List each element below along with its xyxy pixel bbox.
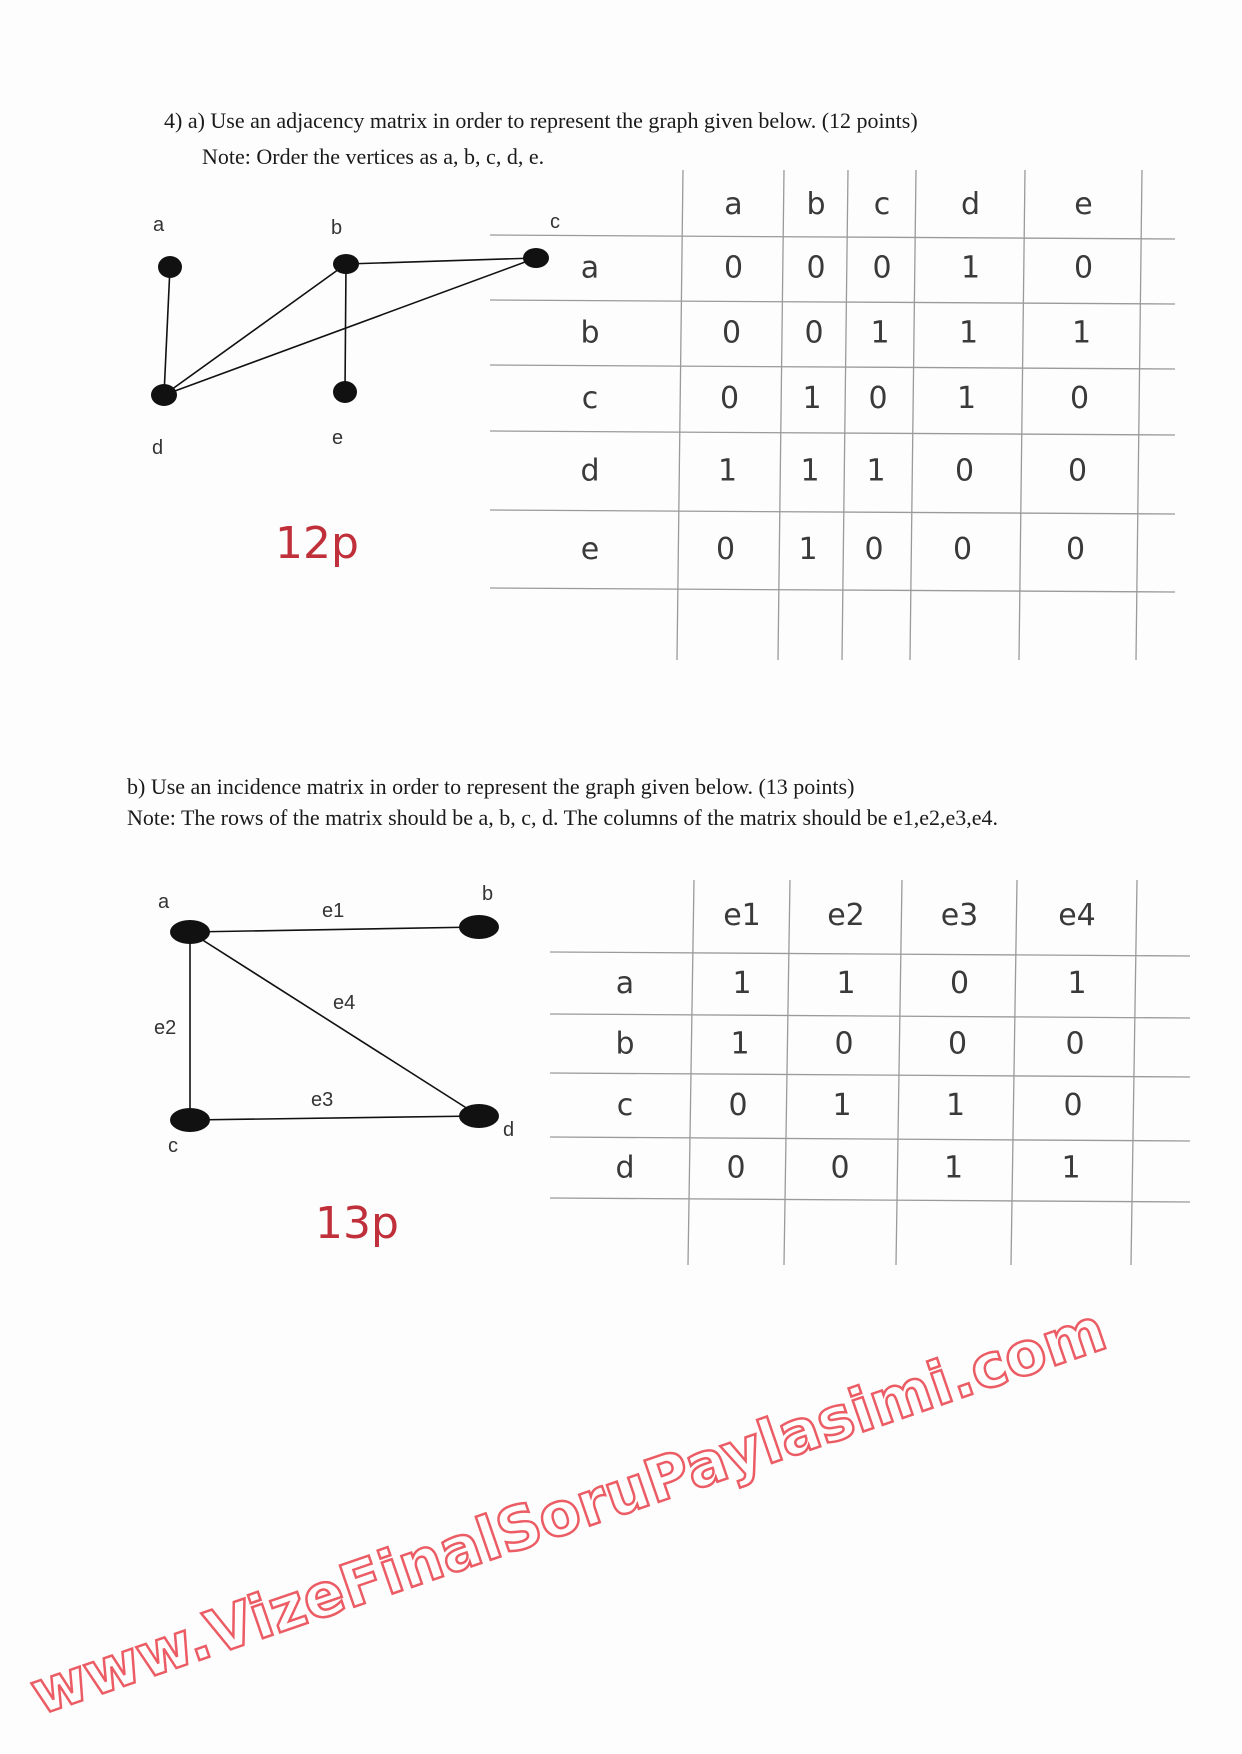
grid-hline bbox=[490, 300, 1175, 304]
edge-c-d bbox=[164, 258, 536, 395]
vertex-label-e: e bbox=[332, 427, 344, 449]
matrix-cell: 1 bbox=[960, 250, 981, 286]
column-header: e bbox=[1074, 187, 1093, 222]
grid-vline bbox=[1131, 880, 1137, 1265]
vertex-label-d: d bbox=[152, 437, 164, 459]
matrix-cell: 0 bbox=[1063, 1088, 1083, 1123]
vertex-e bbox=[333, 381, 357, 403]
matrix-cell: 1 bbox=[1067, 966, 1087, 1001]
matrix-cell: 1 bbox=[802, 381, 822, 416]
edge-a-d bbox=[164, 267, 170, 395]
grid-hline bbox=[550, 1137, 1190, 1141]
matrix-cell: 0 bbox=[804, 315, 824, 351]
graph-b bbox=[154, 883, 514, 1157]
edge-e3 bbox=[190, 1116, 479, 1120]
vertex-label-c: c bbox=[550, 211, 560, 233]
watermark: www.VizeFinalSoruPaylasimi.com bbox=[22, 1294, 1115, 1730]
vertex-d bbox=[459, 1104, 499, 1128]
grid-hline bbox=[550, 1073, 1190, 1077]
matrix-cell: 0 bbox=[1073, 250, 1094, 286]
matrix-cell: 0 bbox=[947, 1026, 968, 1062]
grid-hline bbox=[550, 952, 1190, 956]
matrix-cell: 1 bbox=[832, 1088, 852, 1123]
vertex-d bbox=[151, 384, 177, 406]
matrix-cell: 1 bbox=[798, 532, 818, 567]
matrix-cell: 1 bbox=[945, 1088, 966, 1123]
vertex-b bbox=[459, 915, 499, 939]
matrix-cell: 0 bbox=[723, 250, 744, 286]
question-4b-text: b) Use an incidence matrix in order to represent the graph given below. (13 points) bbox=[127, 774, 855, 799]
matrix-cell: 1 bbox=[800, 453, 820, 489]
matrix-cell: 1 bbox=[732, 966, 752, 1001]
matrix-cell: 0 bbox=[806, 250, 826, 286]
matrix-cell: 0 bbox=[719, 381, 740, 416]
grid-hline bbox=[490, 365, 1175, 369]
row-label: b bbox=[580, 315, 600, 351]
edge-label-e2: e2 bbox=[154, 1017, 177, 1039]
score-13p: 13p bbox=[315, 1198, 399, 1249]
row-label: d bbox=[580, 453, 600, 489]
grid-hline bbox=[550, 1014, 1190, 1018]
edge-label-e4: e4 bbox=[333, 992, 356, 1014]
grid-vline bbox=[1136, 170, 1142, 660]
column-header: b bbox=[806, 187, 826, 222]
matrix-cell: 0 bbox=[726, 1150, 746, 1186]
vertex-c bbox=[170, 1108, 210, 1132]
grid-vline bbox=[778, 170, 784, 660]
grid-vline bbox=[1011, 880, 1017, 1265]
edge-label-e3: e3 bbox=[311, 1089, 334, 1111]
vertex-label-b: b bbox=[331, 217, 343, 239]
grid-vline bbox=[910, 170, 916, 660]
column-header: e2 bbox=[827, 898, 865, 933]
matrix-cell: 1 bbox=[730, 1026, 750, 1062]
matrix-cell: 1 bbox=[870, 315, 890, 351]
adjacency-matrix bbox=[490, 170, 1175, 660]
matrix-cell: 0 bbox=[868, 381, 888, 416]
column-header: e3 bbox=[940, 898, 979, 933]
matrix-cell: 0 bbox=[1067, 453, 1088, 489]
vertex-b bbox=[333, 254, 359, 274]
vertex-a bbox=[170, 920, 210, 944]
column-header: e4 bbox=[1058, 898, 1096, 933]
incidence-matrix bbox=[550, 880, 1190, 1265]
matrix-cell: 0 bbox=[715, 532, 736, 567]
question-4b-note: Note: The rows of the matrix should be a, b, c, d. The columns of the matrix should be e1,e2,e3,e4. bbox=[127, 805, 999, 830]
matrix-cell: 1 bbox=[1071, 315, 1092, 351]
matrix-cell: 0 bbox=[954, 453, 975, 489]
grid-vline bbox=[1019, 170, 1025, 660]
grid-vline bbox=[842, 170, 848, 660]
matrix-cell: 0 bbox=[952, 532, 973, 567]
grid-vline bbox=[784, 880, 790, 1265]
vertex-label-c: c bbox=[168, 1135, 178, 1157]
grid-hline bbox=[490, 431, 1175, 435]
column-header: e1 bbox=[723, 898, 761, 933]
vertex-a bbox=[158, 256, 182, 278]
matrix-cell: 1 bbox=[958, 315, 979, 351]
grid-vline bbox=[677, 170, 683, 660]
row-label: c bbox=[581, 381, 599, 416]
matrix-cell: 1 bbox=[943, 1150, 964, 1186]
matrix-cell: 0 bbox=[728, 1088, 748, 1123]
grid-hline bbox=[550, 1198, 1190, 1202]
row-label: c bbox=[616, 1088, 634, 1123]
grid-vline bbox=[688, 880, 694, 1265]
matrix-cell: 0 bbox=[721, 315, 742, 351]
row-label: d bbox=[615, 1150, 635, 1186]
vertex-label-a: a bbox=[158, 891, 170, 913]
matrix-cell: 0 bbox=[864, 532, 884, 567]
matrix-cell: 1 bbox=[717, 453, 738, 489]
matrix-cell: 0 bbox=[872, 250, 892, 286]
grid-vline bbox=[896, 880, 902, 1265]
vertex-c bbox=[523, 248, 549, 268]
vertex-label-b: b bbox=[482, 883, 494, 905]
matrix-cell: 1 bbox=[1061, 1150, 1081, 1186]
vertex-label-a: a bbox=[153, 214, 165, 236]
edge-b-d bbox=[164, 264, 346, 395]
vertex-label-d: d bbox=[503, 1119, 515, 1141]
matrix-cell: 1 bbox=[836, 966, 856, 1001]
column-header: a bbox=[724, 187, 743, 222]
edge-label-e1: e1 bbox=[322, 900, 345, 922]
matrix-cell: 0 bbox=[1065, 532, 1086, 567]
grid-hline bbox=[490, 235, 1175, 239]
edge-e1 bbox=[190, 927, 479, 932]
graph-a bbox=[151, 211, 560, 459]
matrix-cell: 1 bbox=[956, 381, 977, 416]
row-label: e bbox=[580, 532, 600, 567]
edge-e4 bbox=[190, 932, 479, 1116]
grid-hline bbox=[490, 588, 1175, 592]
score-12p: 12p bbox=[275, 518, 359, 569]
question-4a-text: 4) a) Use an adjacency matrix in order to represent the graph given below. (12 points) bbox=[164, 108, 918, 133]
matrix-cell: 0 bbox=[834, 1026, 854, 1062]
row-label: a bbox=[615, 966, 635, 1001]
matrix-cell: 0 bbox=[1069, 381, 1090, 416]
matrix-cell: 0 bbox=[830, 1150, 850, 1186]
grid-hline bbox=[490, 510, 1175, 514]
edge-b-c bbox=[346, 258, 536, 264]
matrix-cell: 0 bbox=[949, 966, 970, 1001]
column-header: c bbox=[873, 187, 891, 222]
question-4a-note: Note: Order the vertices as a, b, c, d, e. bbox=[202, 144, 545, 169]
matrix-cell: 0 bbox=[1065, 1026, 1085, 1062]
row-label: b bbox=[615, 1026, 635, 1062]
column-header: d bbox=[960, 187, 981, 222]
matrix-cell: 1 bbox=[866, 453, 886, 489]
row-label: a bbox=[580, 250, 600, 286]
